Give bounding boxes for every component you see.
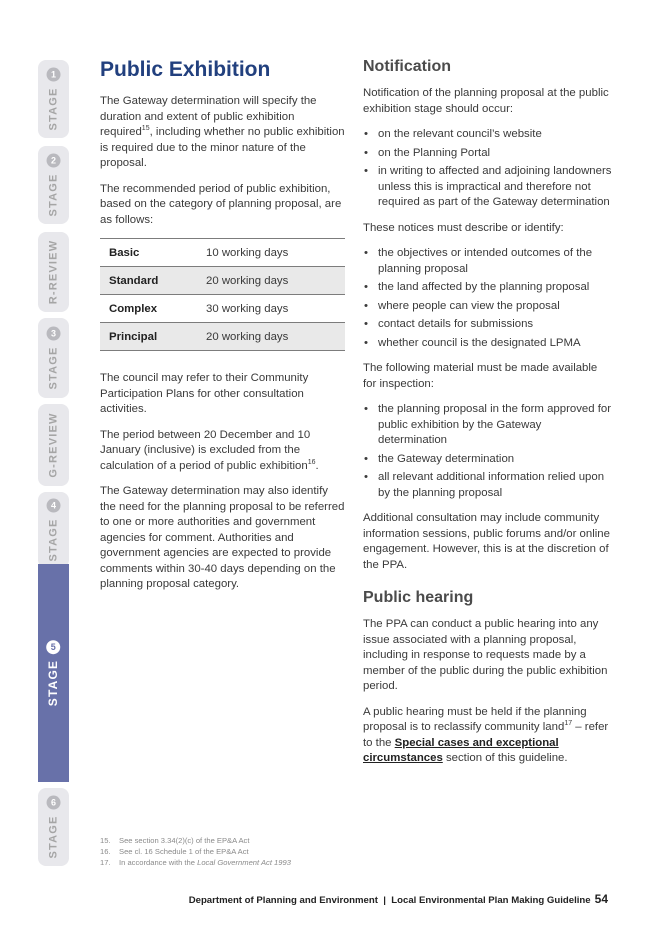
left-column: [100, 58, 345, 603]
tab-number: 2: [47, 153, 61, 167]
table-row: [100, 267, 345, 295]
notices-list: [363, 246, 613, 351]
additional-consultation-paragraph: Additional consultation may include community information sessions, public forums and/or online engagement. However, this is at the discretion of the PPA.: [363, 512, 610, 571]
tab-label: STAGE: [47, 87, 60, 131]
tab-stage-1[interactable]: [38, 60, 69, 138]
tab-stage-2[interactable]: [38, 146, 69, 224]
notices-intro: These notices must describe or identify:: [363, 221, 564, 234]
duration-paragraph: The Gateway determination will specify the duration and extent of public exhibition required$^{15}$, including whether no public exhibition is required due to the minor nature of the proposal.: [100, 95, 345, 169]
category-cell: Complex: [100, 295, 197, 323]
period-intro: The recommended period of public exhibition, based on the category of planning proposal, are as follows:: [100, 182, 342, 226]
table-row: [100, 239, 345, 267]
excluded-period-paragraph: The period between 20 December and 10 January (inclusive) is excluded from the calculation of a period of public exhibition$^{16}$.: [100, 428, 319, 472]
page-title: Public Exhibition: [100, 58, 271, 81]
right-column: [363, 58, 613, 777]
tab-label: STAGE: [46, 659, 61, 707]
tab-label: STAGE: [47, 173, 60, 217]
tab-stage-3[interactable]: [38, 318, 69, 398]
list-item: • the planning proposal in the form approved for public exhibition by the Gateway determination: [363, 402, 613, 449]
tab-g-review[interactable]: [38, 404, 69, 486]
tab-number: 5: [47, 640, 61, 654]
public-hearing-heading: Public hearing: [363, 589, 474, 606]
tab-label: R-REVIEW: [47, 239, 60, 305]
agencies-paragraph: The Gateway determination may also identify the need for the planning proposal to be referred to one or more authorities and government agencies for comment. Authorities and government agencies are expected to provide comments within 30-40 days depending on the planning proposal category.: [100, 485, 345, 590]
list-item: • on the Planning Portal: [363, 146, 613, 162]
tab-number: 1: [47, 67, 61, 81]
footnote: 15. See section 3.34(2)(c) of the EP&A Act: [100, 836, 250, 845]
period-cell: 10 working days: [197, 239, 345, 267]
reclassify-paragraph: A public hearing must be held if the planning proposal is to reclassify community land$^{17}$ – refer to the Special cases and exceptional circumstances section of this guideline.: [363, 705, 609, 764]
category-cell: Standard: [100, 267, 197, 295]
period-cell: 20 working days: [197, 267, 345, 295]
list-item: • all relevant additional information relied upon by the planning proposal: [363, 470, 613, 501]
list-item: • the land affected by the planning proposal: [363, 280, 613, 296]
footnote: 17. In accordance with the Local Government Act 1993: [100, 858, 291, 867]
tab-number: 3: [47, 326, 61, 340]
list-item: • contact details for submissions: [363, 317, 613, 333]
footnote-ref[interactable]: 17: [564, 720, 573, 728]
community-plans-paragraph: The council may refer to their Community Participation Plans for other consultation activities.: [100, 372, 309, 415]
footer-text: Department of Planning and Environment | Local Environmental Plan Making Guideline: [188, 895, 591, 906]
table-row: [100, 323, 345, 351]
tab-label: STAGE: [47, 815, 60, 859]
tab-stage-4[interactable]: [38, 492, 69, 568]
tab-stage-6[interactable]: [38, 788, 69, 866]
special-cases-link[interactable]: Special cases and exceptional circumstances: [363, 736, 559, 764]
footnote-ref[interactable]: 15: [141, 125, 150, 133]
list-item: • in writing to affected and adjoining landowners unless this is impractical and therefore not required as part of the Gateway determination: [363, 164, 613, 211]
footnote-ref[interactable]: 16: [307, 458, 316, 466]
list-item: • where people can view the proposal: [363, 299, 613, 315]
exhibition-period-table: [100, 238, 345, 351]
list-item: • whether council is the designated LPMA: [363, 336, 613, 352]
list-item: • the Gateway determination: [363, 452, 613, 468]
list-item: • the objectives or intended outcomes of the planning proposal: [363, 246, 613, 277]
category-cell: Basic: [100, 239, 197, 267]
notification-list: [363, 127, 613, 211]
notification-heading: Notification: [363, 58, 451, 75]
table-row: [100, 295, 345, 323]
tab-stage-5[interactable]: [38, 564, 69, 782]
category-cell: Principal: [100, 323, 197, 351]
material-intro: The following material must be made available for inspection:: [363, 362, 598, 390]
tab-label: STAGE: [47, 518, 60, 562]
period-cell: 30 working days: [197, 295, 345, 323]
footnotes: [100, 835, 360, 868]
footnote: 16. See cl. 16 Schedule 1 of the EP&A Act: [100, 847, 249, 856]
material-list: [363, 402, 613, 501]
list-item: • on the relevant council’s website: [363, 127, 613, 143]
tab-label: STAGE: [47, 346, 60, 390]
tab-r-review[interactable]: [38, 232, 69, 312]
hearing-paragraph: The PPA can conduct a public hearing into any issue associated with a planning proposal, including in response to requests made by a member of the public during the public exhibition period.: [363, 618, 608, 692]
page-number: 54: [594, 892, 608, 906]
tab-number: 6: [47, 795, 61, 809]
tab-number: 4: [47, 498, 61, 512]
period-cell: 20 working days: [197, 323, 345, 351]
tab-label: G-REVIEW: [47, 412, 60, 478]
notification-intro: Notification of the planning proposal at the public exhibition stage should occur:: [363, 87, 609, 115]
page-footer: [170, 892, 608, 906]
